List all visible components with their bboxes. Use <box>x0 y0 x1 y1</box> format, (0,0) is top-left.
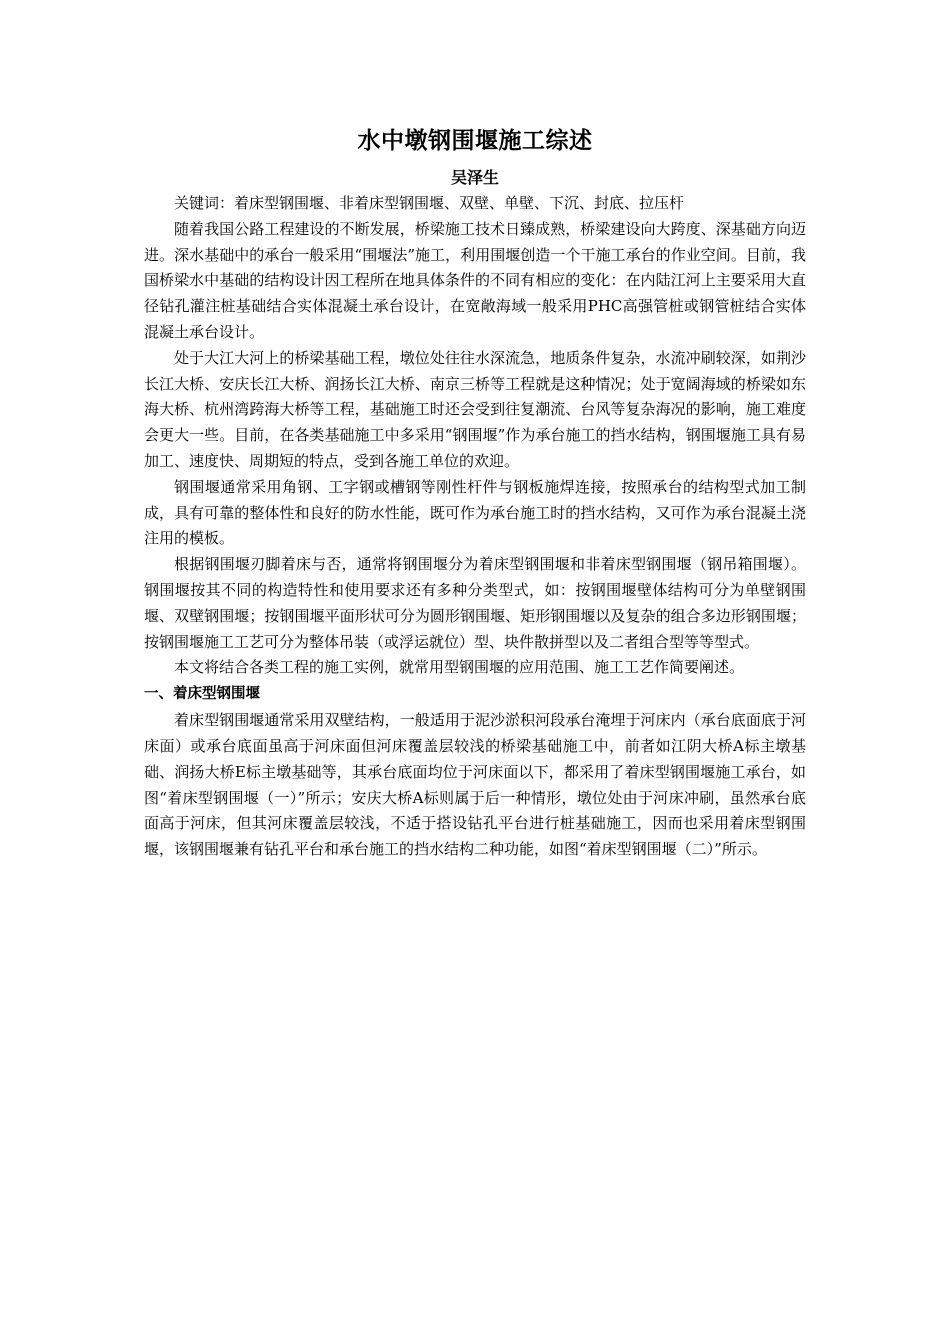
paragraph-scope: 本文将结合各类工程的施工实例，就常用型钢围堰的应用范围、施工工艺作简要阐述。 <box>174 658 745 677</box>
paragraph-classification: 根据钢围堰刃脚着床与否，通常将钢围堰分为着床型钢围堰和非着床型钢围堰（钢吊箱围堰）。钢围堰按其不同的构造特性和使用要求还有多种分类型式，如：按钢围堰壁体结构可分为单壁钢围堰、双壁钢围堰；按钢围堰平面形状可分为圆形钢围堰、矩形钢围堰以及复杂的组合多边形钢围堰；按钢围堰施工工艺可分为整体吊装（或浮运就位）型、块件散拼型以及二者组合型等等型式。 <box>144 555 806 651</box>
paragraph-deep-water: 处于大江大河上的桥梁基础工程，墩位处往往水深流急，地质条件复杂，水流冲刷较深，如荆沙长江大桥、安庆长江大桥、润扬长江大桥、南京三桥等工程就是这种情况；处于宽阔海域的桥梁如东海大桥、杭州湾跨海大桥等工程，基础施工时还会受到往复潮流、台风等复杂海况的影响，施工难度会更大一些。目前，在各类基础施工中多采用“钢围堰”作为承台施工的挡水结构，钢围堰施工具有易加工、速度快、周期短的特点，受到各施工单位的欢迎。 <box>144 348 806 470</box>
paragraph-cofferdam-structure: 钢围堰通常采用角钢、工字钢或槽钢等刚性杆件与钢板施焊连接，按照承台的结构型式加工制成，具有可靠的整体性和良好的防水性能，既可作为承台施工时的挡水结构，又可作为承台混凝土浇注用的模板。 <box>144 477 806 548</box>
paragraph-intro: 随着我国公路工程建设的不断发展，桥梁施工技术日臻成熟，桥梁建设向大跨度、深基础方向迈进。深水基础中的承台一般采用“围堰法”施工，利用围堰创造一个干施工承台的作业空间。目前，我国桥梁水中基础的结构设计因工程所在地具体条件的不同有相应的变化：在内陆江河上主要采用大直径钻孔灌注桩基础结合实体混凝土承台设计，在宽敞海域一般采用PHC高强管桩或钢管桩结合实体混凝土承台设计。 <box>144 219 806 341</box>
section-heading: 一、着床型钢围堰 <box>144 686 260 703</box>
document-title: 水中墩钢围堰施工综述 <box>357 128 593 154</box>
document-body <box>144 124 806 863</box>
section-paragraph: 着床型钢围堰通常采用双壁结构，一般适用于泥沙淤积河段承台淹埋于河床内（承台底面底于河床面）或承台底面虽高于河床面但河床覆盖层较浅的桥梁基础施工中，前者如江阴大桥A标主墩基础、润扬大桥E标主墩基础等，其承台底面均位于河床面以下，都采用了着床型钢围堰施工承台，如图“着床型钢围堰（一）”所示；安庆大桥A标则属于后一种情形，墩位处由于河床冲刷，虽然承台底面高于河床，但其河床覆盖层较浅，不适于搭设钻孔平台进行桩基础施工，因而也采用着床型钢围堰，该钢围堰兼有钻孔平台和承台施工的挡水结构二种功能，如图“着床型钢围堰（二）”所示。 <box>144 711 806 859</box>
author-name: 吴泽生 <box>450 168 499 187</box>
keywords-line: 关键词：着床型钢围堰、非着床型钢围堰、双壁、单壁、下沉、封底、拉压杆 <box>174 194 685 212</box>
